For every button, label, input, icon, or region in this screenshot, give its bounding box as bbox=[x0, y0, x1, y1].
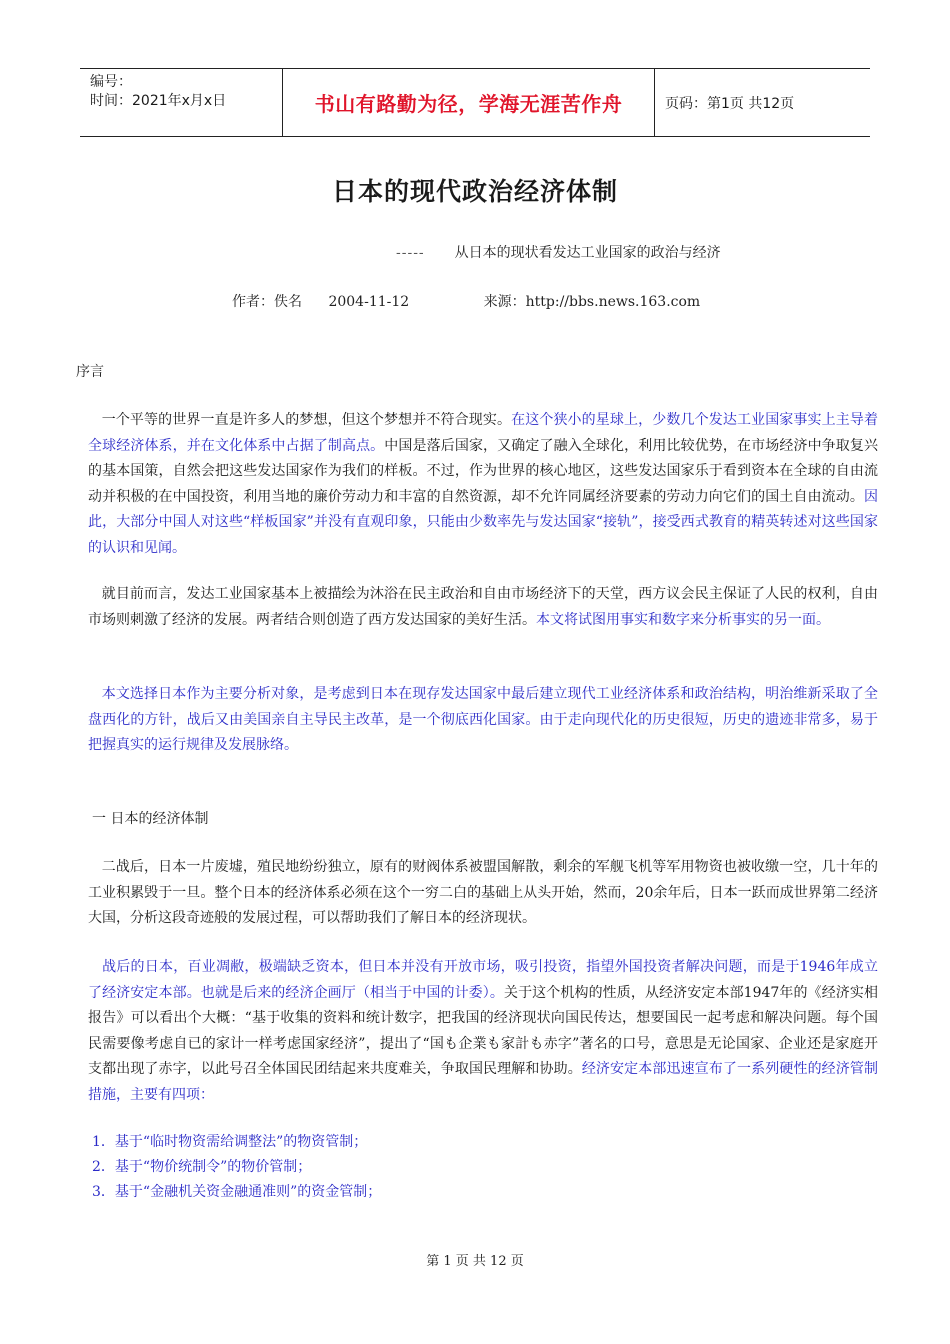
publish-date: 2004-11-12 bbox=[328, 294, 410, 310]
paragraph-5 bbox=[88, 955, 878, 1108]
subtitle-text: 从日本的现状看发达工业国家的政治与经济 bbox=[454, 245, 721, 261]
list-item: 3．基于“金融机关资金融通准则”的资金管制； bbox=[92, 1184, 382, 1200]
preface-heading: 序言 bbox=[76, 364, 104, 380]
document-subtitle bbox=[396, 242, 721, 262]
subtitle-dash: ----- bbox=[396, 245, 425, 261]
paragraph-4 bbox=[88, 855, 878, 932]
document-header bbox=[80, 68, 870, 137]
p1-text-a: 一个平等的世界一直是许多人的梦想，但这个梦想并不符合现实。 bbox=[101, 412, 512, 428]
paragraph-3 bbox=[88, 682, 878, 759]
number-label: 编号： bbox=[90, 74, 132, 90]
section-heading-1: 一 日本的经济体制 bbox=[92, 811, 209, 827]
p1-text-c: 中国是落后国家，又确定了融入全球化，利用比较优势，在市场经济中争取复兴的基本国策，自然会把这些发达国家作为我们的样板。不过，作为世界的核心地区，这些发达国家乐于看到资本在全球的自由流动并积极的在中国投资，利用当地的廉价劳动力和丰富的自然资源，却不允许同属经济要素的劳动力向它们的国土自由流动。 bbox=[88, 437, 879, 505]
time-label: 时间：2021年x月x日 bbox=[90, 93, 227, 109]
header-page-info: 页码：第1页 共12页 bbox=[665, 95, 795, 112]
paragraph-2 bbox=[88, 582, 878, 633]
p1-text-d: 因此，大部分中国人对这些“样板国家”并没有直观印象，只能由少数率先与发达国家“接轨”，接受西式教育的精英转述对这些国家的认识和见闻。 bbox=[88, 488, 878, 556]
header-motto: 书山有路勤为径，学海无涯苦作舟 bbox=[282, 69, 655, 136]
paragraph-1 bbox=[88, 408, 878, 561]
p5-text-c: 经济安定本部迅速宣布了一系列硬性的经济管制措施，主要有四项： bbox=[88, 1061, 879, 1103]
page-footer: 第 1 页 共 12 页 bbox=[426, 1254, 524, 1269]
measures-list bbox=[92, 1130, 381, 1205]
source: 来源：http://bbs.news.163.com bbox=[483, 294, 701, 310]
p5-text-a: 战后的日本，百业凋敝，极端缺乏资本，但日本并没有开放市场，吸引投资，指望外国投资者解决问题，而是于1946年成立了经济安定本部。也就是后来的经济企画厅（相当于中国的计委）。 bbox=[88, 959, 878, 1001]
p1-text-b: 在这个狭小的星球上，少数几个发达工业国家事实上主导着全球经济体系，并在文化体系中占据了制高点。 bbox=[88, 412, 879, 454]
p5-text-b: 关于这个机构的性质，从经济安定本部1947年的《经济实相报告》可以看出个大概：“基于收集的资料和统计数字，把我国的经济现状向国民传达，想要国民一起考虑和解决问题。每个国民需要像考虑自已的家计一样考虑国家经济”，提出了“国も企業も家計も赤字”著名的口号，意思是无论国家、企业还是家庭开支都出现了赤字，以此号召全体国民团结起来共度难关，争取国民理解和协助。 bbox=[88, 984, 878, 1077]
header-meta bbox=[80, 69, 282, 136]
author: 作者：佚名 bbox=[232, 294, 302, 310]
document-title: 日本的现代政治经济体制 bbox=[331, 177, 618, 206]
p3-text: 本文选择日本作为主要分析对象，是考虑到日本在现存发达国家中最后建立现代工业经济体系和政治结构，明治维新采取了全盘西化的方针，战后又由美国亲自主导民主改革，是一个彻底西化国家。由于走向现代化的历史很短，历史的遗迹非常多，易于把握真实的运行规律及发展脉络。 bbox=[88, 686, 878, 753]
list-item: 1．基于“临时物资需给调整法”的物资管制； bbox=[92, 1134, 368, 1150]
p2-text-a: 就目前而言，发达工业国家基本上被描绘为沐浴在民主政治和自由市场经济下的天堂，西方议会民主保证了人民的权利，自由市场则刺激了经济的发展。两者结合则创造了西方发达国家的美好生活。 bbox=[88, 586, 878, 628]
p4-text: 二战后，日本一片废墟，殖民地纷纷独立，原有的财阀体系被盟国解散，剩余的军舰飞机等军用物资也被收缴一空，几十年的工业积累毁于一旦。整个日本的经济体系必须在这个一穷二白的基础上从头开始，然而，20余年后，日本一跃而成世界第二经济大国，分析这段奇迹般的发展过程，可以帮助我们了解日本的经济现状。 bbox=[88, 859, 878, 926]
p2-text-b: 本文将试图用事实和数字来分析事实的另一面。 bbox=[536, 611, 830, 628]
byline bbox=[232, 291, 700, 311]
list-item: 2．基于“物价统制令”的物价管制； bbox=[92, 1159, 312, 1175]
